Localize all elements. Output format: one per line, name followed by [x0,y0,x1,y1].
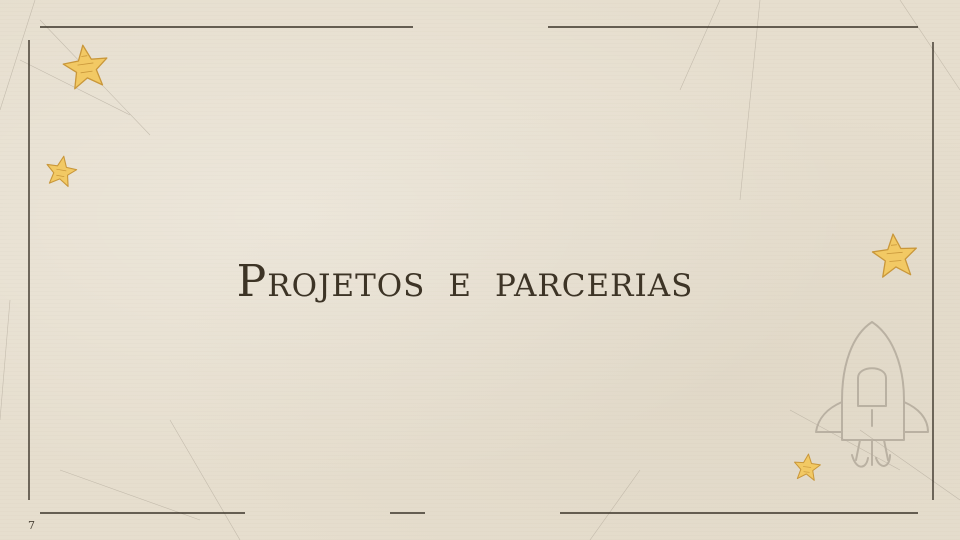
star-icon [793,453,822,481]
rocket-icon [816,322,928,467]
page-number: 7 [28,519,35,532]
slide-title: Projetos e parcerias [236,256,694,307]
star-icon [44,154,79,188]
